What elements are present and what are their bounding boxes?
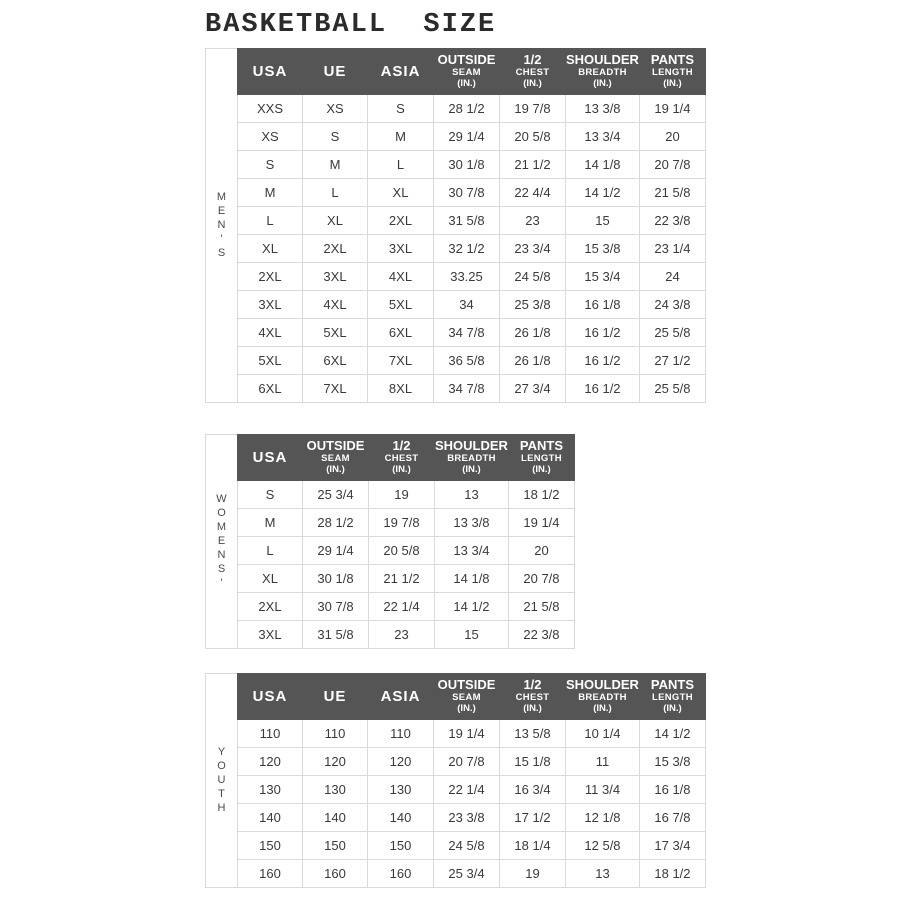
- table-cell: 17 3/4: [639, 832, 705, 860]
- table-row: [238, 537, 575, 565]
- table-cell: 6XL: [368, 319, 434, 347]
- table-cell: 2XL: [238, 593, 303, 621]
- table-cell: 150: [303, 832, 368, 860]
- table-cell: 16 1/2: [566, 347, 640, 375]
- table-cell: 110: [368, 720, 434, 748]
- table-cell: 14 1/8: [435, 565, 509, 593]
- table-row: [238, 263, 706, 291]
- table-cell: 4XL: [303, 291, 368, 319]
- table-cell: 23 3/4: [500, 235, 566, 263]
- womens-table-head: [238, 435, 575, 481]
- column-header-label: ASIA: [380, 62, 421, 80]
- table-cell: 160: [368, 860, 434, 888]
- table-cell: 23: [500, 207, 566, 235]
- column-header-sublabel: BREADTH: [578, 692, 627, 704]
- table-cell: 31 5/8: [303, 621, 369, 649]
- womens-column-header: [303, 435, 369, 481]
- column-header-sublabel: LENGTH: [521, 453, 562, 465]
- table-row: [238, 565, 575, 593]
- column-header-sublabel: BREADTH: [578, 67, 627, 79]
- table-row: [238, 151, 706, 179]
- youth-side-label: [205, 673, 237, 888]
- column-header-label: SHOULDER: [435, 438, 508, 454]
- table-cell: 24: [639, 263, 705, 291]
- table-cell: S: [238, 151, 303, 179]
- mens-size-table-block: [205, 48, 706, 403]
- table-cell: XS: [303, 95, 368, 123]
- column-header-unit: (IN.): [462, 463, 481, 475]
- mens-column-header: [238, 49, 303, 95]
- column-header-label: 1/2: [523, 677, 542, 693]
- table-cell: 21 1/2: [500, 151, 566, 179]
- table-cell: 20 5/8: [500, 123, 566, 151]
- column-header-unit: (IN.): [593, 77, 612, 89]
- table-cell: 22 3/8: [639, 207, 705, 235]
- column-header-unit: (IN.): [663, 77, 682, 89]
- table-cell: XXS: [238, 95, 303, 123]
- table-cell: 25 3/4: [434, 860, 500, 888]
- column-header-sublabel: SEAM: [452, 692, 481, 704]
- table-cell: L: [238, 537, 303, 565]
- column-header-unit: (IN.): [457, 77, 476, 89]
- womens-column-header: [238, 435, 303, 481]
- table-cell: XL: [368, 179, 434, 207]
- table-cell: 130: [303, 776, 368, 804]
- table-cell: 120: [368, 748, 434, 776]
- table-cell: 4XL: [368, 263, 434, 291]
- table-row: [238, 509, 575, 537]
- column-header-sublabel: CHEST: [515, 67, 550, 79]
- table-cell: 21 1/2: [369, 565, 435, 593]
- table-cell: L: [303, 179, 368, 207]
- table-cell: 23: [369, 621, 435, 649]
- womens-column-header: [508, 435, 574, 481]
- table-cell: 15 1/8: [500, 748, 566, 776]
- table-cell: 20 7/8: [434, 748, 500, 776]
- table-cell: 15: [435, 621, 509, 649]
- table-cell: 16 1/8: [639, 776, 705, 804]
- table-cell: L: [368, 151, 434, 179]
- column-header-label: ASIA: [380, 687, 421, 705]
- table-cell: 14 1/2: [566, 179, 640, 207]
- table-cell: 110: [303, 720, 368, 748]
- womens-size-table-block: [205, 434, 575, 649]
- mens-table-head: [238, 49, 706, 95]
- table-cell: 6XL: [303, 347, 368, 375]
- table-cell: 20 5/8: [369, 537, 435, 565]
- table-cell: 3XL: [303, 263, 368, 291]
- table-cell: S: [368, 95, 434, 123]
- womens-side-label-text: WOMENS': [215, 492, 228, 591]
- table-row: [238, 593, 575, 621]
- table-cell: 30 1/8: [434, 151, 500, 179]
- column-header-label: OUTSIDE: [437, 677, 496, 693]
- table-cell: 4XL: [238, 319, 303, 347]
- youth-column-header: [238, 674, 303, 720]
- table-cell: 15 3/8: [639, 748, 705, 776]
- table-cell: 23 3/8: [434, 804, 500, 832]
- table-cell: 16 1/8: [566, 291, 640, 319]
- table-cell: 13: [566, 860, 640, 888]
- table-cell: 27 3/4: [500, 375, 566, 403]
- table-cell: 13 3/8: [435, 509, 509, 537]
- table-cell: 34 7/8: [434, 319, 500, 347]
- table-cell: 29 1/4: [303, 537, 369, 565]
- table-row: [238, 291, 706, 319]
- table-row: [238, 804, 706, 832]
- column-header-sublabel: LENGTH: [652, 692, 693, 704]
- table-cell: 19 1/4: [434, 720, 500, 748]
- column-header-label: 1/2: [392, 438, 411, 454]
- column-header-label: PANTS: [650, 52, 694, 68]
- table-row: [238, 776, 706, 804]
- mens-size-table: [237, 48, 706, 403]
- column-header-sublabel: BREADTH: [447, 453, 496, 465]
- table-cell: 15: [566, 207, 640, 235]
- table-cell: 20 7/8: [639, 151, 705, 179]
- table-cell: 28 1/2: [303, 509, 369, 537]
- table-cell: 140: [238, 804, 303, 832]
- table-cell: 19 7/8: [500, 95, 566, 123]
- table-cell: 30 7/8: [434, 179, 500, 207]
- mens-table-body: [238, 95, 706, 403]
- column-header-label: OUTSIDE: [306, 438, 365, 454]
- mens-column-header: [434, 49, 500, 95]
- column-header-unit: (IN.): [392, 463, 411, 475]
- table-cell: XS: [238, 123, 303, 151]
- table-cell: 140: [368, 804, 434, 832]
- table-cell: 33.25: [434, 263, 500, 291]
- table-cell: S: [238, 481, 303, 509]
- table-cell: 2XL: [238, 263, 303, 291]
- column-header-label: PANTS: [650, 677, 694, 693]
- table-cell: 19: [369, 481, 435, 509]
- table-cell: 5XL: [303, 319, 368, 347]
- table-cell: 8XL: [368, 375, 434, 403]
- table-cell: 20: [508, 537, 574, 565]
- table-row: [238, 123, 706, 151]
- table-row: [238, 860, 706, 888]
- page-title: BASKETBALL SIZE: [205, 10, 497, 40]
- table-cell: 32 1/2: [434, 235, 500, 263]
- table-cell: 22 1/4: [369, 593, 435, 621]
- table-cell: 29 1/4: [434, 123, 500, 151]
- table-row: [238, 95, 706, 123]
- mens-column-header: [368, 49, 434, 95]
- table-row: [238, 832, 706, 860]
- table-cell: 150: [368, 832, 434, 860]
- table-cell: 28 1/2: [434, 95, 500, 123]
- table-cell: 3XL: [238, 621, 303, 649]
- table-cell: S: [303, 123, 368, 151]
- column-header-unit: (IN.): [663, 702, 682, 714]
- table-cell: 15 3/8: [566, 235, 640, 263]
- table-cell: M: [368, 123, 434, 151]
- column-header-label: USA: [252, 62, 288, 80]
- column-header-label: USA: [252, 448, 288, 466]
- table-cell: 150: [238, 832, 303, 860]
- table-cell: 10 1/4: [566, 720, 640, 748]
- column-header-sublabel: LENGTH: [652, 67, 693, 79]
- mens-side-label-text: MEN'S: [215, 190, 228, 261]
- table-cell: 13 5/8: [500, 720, 566, 748]
- column-header-label: 1/2: [523, 52, 542, 68]
- table-cell: 19 7/8: [369, 509, 435, 537]
- mens-column-header: [303, 49, 368, 95]
- table-cell: 13 3/4: [435, 537, 509, 565]
- table-cell: 24 3/8: [639, 291, 705, 319]
- table-cell: 3XL: [238, 291, 303, 319]
- womens-column-header: [435, 435, 509, 481]
- mens-column-header: [639, 49, 705, 95]
- column-header-sublabel: CHEST: [384, 453, 419, 465]
- youth-size-table: [237, 673, 706, 888]
- table-cell: 11: [566, 748, 640, 776]
- column-header-label: PANTS: [519, 438, 563, 454]
- table-row: [238, 748, 706, 776]
- mens-header-row: [238, 49, 706, 95]
- column-header-label: UE: [323, 62, 347, 80]
- table-row: [238, 319, 706, 347]
- table-cell: 21 5/8: [508, 593, 574, 621]
- table-cell: XL: [238, 565, 303, 593]
- column-header-label: UE: [323, 687, 347, 705]
- table-cell: 26 1/8: [500, 319, 566, 347]
- womens-header-row: [238, 435, 575, 481]
- table-row: [238, 235, 706, 263]
- womens-column-header: [369, 435, 435, 481]
- youth-size-table-block: [205, 673, 706, 888]
- table-row: [238, 621, 575, 649]
- table-cell: 17 1/2: [500, 804, 566, 832]
- youth-column-header: [434, 674, 500, 720]
- table-cell: 6XL: [238, 375, 303, 403]
- table-cell: 18 1/4: [500, 832, 566, 860]
- youth-header-row: [238, 674, 706, 720]
- table-cell: 13: [435, 481, 509, 509]
- table-cell: 22 4/4: [500, 179, 566, 207]
- column-header-label: USA: [252, 687, 288, 705]
- mens-side-label: [205, 48, 237, 403]
- table-cell: 36 5/8: [434, 347, 500, 375]
- table-cell: 5XL: [238, 347, 303, 375]
- table-cell: 22 3/8: [508, 621, 574, 649]
- column-header-sublabel: CHEST: [515, 692, 550, 704]
- table-cell: M: [303, 151, 368, 179]
- youth-column-header: [566, 674, 640, 720]
- table-cell: 14 1/2: [639, 720, 705, 748]
- table-cell: 34: [434, 291, 500, 319]
- table-cell: 110: [238, 720, 303, 748]
- table-cell: 18 1/2: [639, 860, 705, 888]
- table-cell: 120: [238, 748, 303, 776]
- column-header-sublabel: SEAM: [452, 67, 481, 79]
- table-cell: 24 5/8: [434, 832, 500, 860]
- table-cell: L: [238, 207, 303, 235]
- table-cell: M: [238, 509, 303, 537]
- table-cell: 2XL: [368, 207, 434, 235]
- youth-column-header: [368, 674, 434, 720]
- table-cell: 7XL: [368, 347, 434, 375]
- youth-side-label-text: YOUTH: [215, 745, 228, 816]
- table-cell: 31 5/8: [434, 207, 500, 235]
- table-cell: 34 7/8: [434, 375, 500, 403]
- table-row: [238, 375, 706, 403]
- table-cell: 140: [303, 804, 368, 832]
- youth-table-head: [238, 674, 706, 720]
- column-header-unit: (IN.): [523, 702, 542, 714]
- womens-table-body: [238, 481, 575, 649]
- youth-table-body: [238, 720, 706, 888]
- table-cell: 25 5/8: [639, 375, 705, 403]
- column-header-unit: (IN.): [326, 463, 345, 475]
- table-cell: 23 1/4: [639, 235, 705, 263]
- table-cell: 3XL: [368, 235, 434, 263]
- mens-column-header: [566, 49, 640, 95]
- table-cell: 19: [500, 860, 566, 888]
- youth-column-header: [500, 674, 566, 720]
- table-cell: 22 1/4: [434, 776, 500, 804]
- table-cell: 15 3/4: [566, 263, 640, 291]
- table-cell: 14 1/2: [435, 593, 509, 621]
- column-header-label: OUTSIDE: [437, 52, 496, 68]
- table-cell: 120: [303, 748, 368, 776]
- table-cell: 12 1/8: [566, 804, 640, 832]
- table-cell: 18 1/2: [508, 481, 574, 509]
- column-header-unit: (IN.): [532, 463, 551, 475]
- youth-column-header: [639, 674, 705, 720]
- table-cell: 19 1/4: [508, 509, 574, 537]
- table-cell: 24 5/8: [500, 263, 566, 291]
- table-cell: 21 5/8: [639, 179, 705, 207]
- table-cell: 13 3/4: [566, 123, 640, 151]
- table-cell: 16 1/2: [566, 375, 640, 403]
- table-cell: 130: [238, 776, 303, 804]
- column-header-unit: (IN.): [523, 77, 542, 89]
- table-cell: 12 5/8: [566, 832, 640, 860]
- table-cell: 25 3/4: [303, 481, 369, 509]
- table-cell: 30 1/8: [303, 565, 369, 593]
- table-cell: 160: [303, 860, 368, 888]
- table-cell: M: [238, 179, 303, 207]
- column-header-sublabel: SEAM: [321, 453, 350, 465]
- table-cell: 2XL: [303, 235, 368, 263]
- table-row: [238, 481, 575, 509]
- table-cell: 20: [639, 123, 705, 151]
- table-row: [238, 347, 706, 375]
- table-cell: 5XL: [368, 291, 434, 319]
- table-cell: 160: [238, 860, 303, 888]
- table-cell: 7XL: [303, 375, 368, 403]
- table-row: [238, 207, 706, 235]
- table-cell: 25 3/8: [500, 291, 566, 319]
- table-cell: 130: [368, 776, 434, 804]
- column-header-unit: (IN.): [457, 702, 476, 714]
- table-cell: 14 1/8: [566, 151, 640, 179]
- table-cell: 30 7/8: [303, 593, 369, 621]
- table-cell: XL: [238, 235, 303, 263]
- table-row: [238, 720, 706, 748]
- table-cell: 20 7/8: [508, 565, 574, 593]
- table-row: [238, 179, 706, 207]
- table-cell: 27 1/2: [639, 347, 705, 375]
- table-cell: 25 5/8: [639, 319, 705, 347]
- table-cell: 19 1/4: [639, 95, 705, 123]
- table-cell: 26 1/8: [500, 347, 566, 375]
- youth-column-header: [303, 674, 368, 720]
- column-header-unit: (IN.): [593, 702, 612, 714]
- mens-column-header: [500, 49, 566, 95]
- table-cell: 13 3/8: [566, 95, 640, 123]
- column-header-label: SHOULDER: [566, 52, 639, 68]
- table-cell: 16 3/4: [500, 776, 566, 804]
- womens-side-label: [205, 434, 237, 649]
- column-header-label: SHOULDER: [566, 677, 639, 693]
- table-cell: 16 7/8: [639, 804, 705, 832]
- table-cell: XL: [303, 207, 368, 235]
- womens-size-table: [237, 434, 575, 649]
- table-cell: 11 3/4: [566, 776, 640, 804]
- table-cell: 16 1/2: [566, 319, 640, 347]
